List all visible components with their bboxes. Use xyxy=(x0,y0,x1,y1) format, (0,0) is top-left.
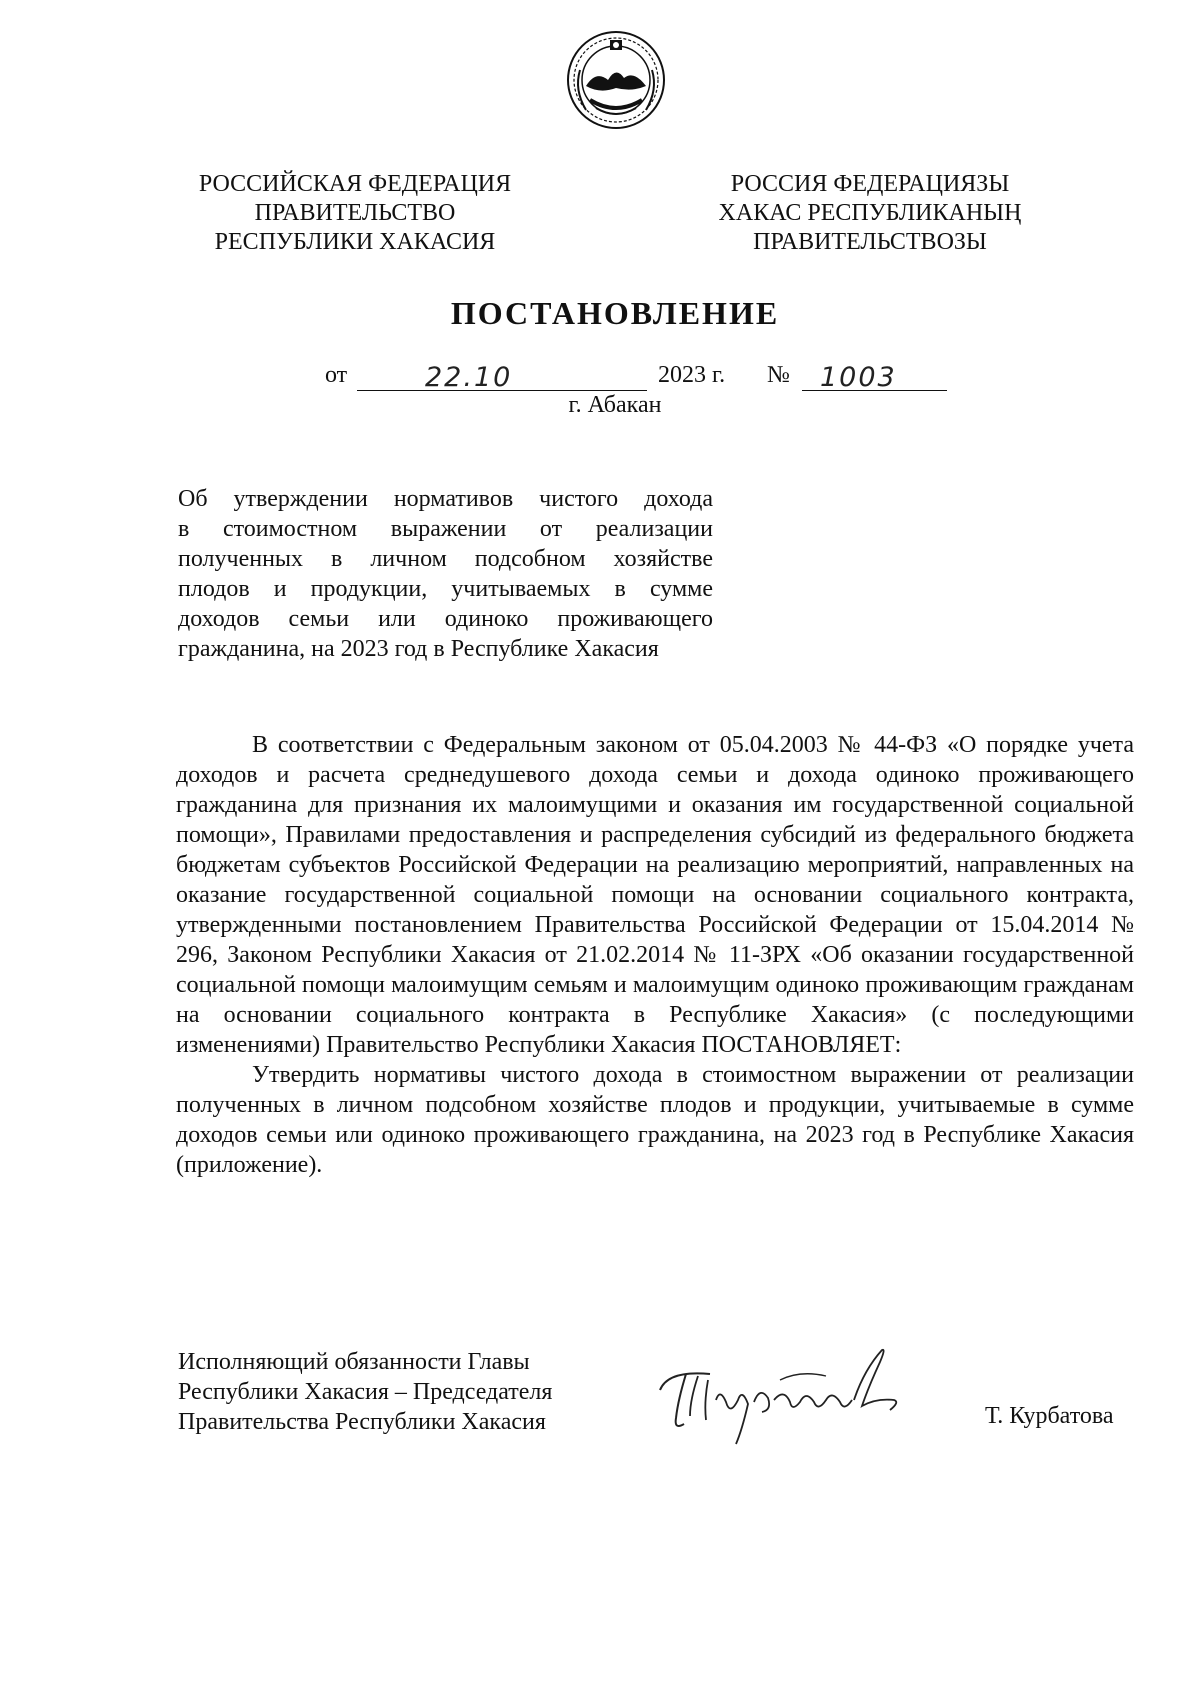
document-type-title: ПОСТАНОВЛЕНИЕ xyxy=(450,295,780,331)
body-paragraph: Утвердить нормативы чистого дохода в стоимостном выражении от реализации полученных в личном подсобном хозяйстве плодов и продукции, учитываемые в сумме доходов семьи или одиноко проживающего гражданина, на 2023 год в Республике Хакасия (приложение). xyxy=(176,1062,1134,1178)
header-right-line: ХАКАС РЕСПУБЛИКАНЫҢ xyxy=(718,200,1022,226)
subject-line: в стоимостном выражении от реализации xyxy=(178,516,713,542)
coat-of-arms-icon xyxy=(566,30,666,130)
subject-line: Об утверждении нормативов чистого дохода xyxy=(178,486,713,512)
header-right-line: ПРАВИТЕЛЬСТВОЗЫ xyxy=(753,229,987,255)
handwritten-signature xyxy=(650,1340,920,1450)
subject-line: плодов и продукции, учитываемых в сумме xyxy=(178,576,713,602)
signatory-position-line: Исполняющий обязанности Главы xyxy=(178,1349,530,1375)
year-label: 2023 г. xyxy=(658,362,726,388)
subject-line: полученных в личном подсобном хозяйстве xyxy=(178,546,713,572)
header-left-line: РОССИЙСКАЯ ФЕДЕРАЦИЯ xyxy=(198,171,512,197)
city-label: г. Абакан xyxy=(568,392,662,418)
signatory-position-line: Правительства Республики Хакасия xyxy=(178,1409,546,1435)
body-paragraph: В соответствии с Федеральным законом от 05.04.2003 № 44-ФЗ «О порядке учета доходов и расчета среднедушевого дохода семьи и дохода одиноко проживающего гражданина для признания их малоимущими и оказания им государственной социальной помощи», Правилами предоставления и распределения субсидий из федерального бюджета бюджетам субъектов Российской Федерации на реализацию мероприятий, направленных на оказание государственной социальной помощи на основании социального контракта, утвержденными постановлением Правительства Российской Федерации от 15.04.2014 № 296, Законом Республики Хакасия от 21.02.2014 № 11-ЗРХ «Об оказании государственной социальной помощи малоимущим семьям и малоимущим одиноко проживающим гражданам на основании социального контракта в Республике Хакасия» (с последующими изменениями) Правительство Республики Хакасия ПОСТАНОВЛЯЕТ: xyxy=(176,732,1134,1058)
subject-line: доходов семьи или одиноко проживающего xyxy=(178,606,713,632)
header-left-line: ПРАВИТЕЛЬСТВО xyxy=(254,200,456,226)
date-handwritten: 22.10 xyxy=(425,362,513,393)
signatory-position-line: Республики Хакасия – Председателя xyxy=(178,1379,553,1405)
header-right-line: РОССИЯ ФЕДЕРАЦИЯЗЫ xyxy=(730,171,1010,197)
header-left-line: РЕСПУБЛИКИ ХАКАСИЯ xyxy=(214,229,496,255)
header-left-block xyxy=(160,170,550,257)
header-right-block xyxy=(680,170,1060,257)
number-handwritten: 1003 xyxy=(820,362,897,393)
body-text xyxy=(176,730,1134,1180)
subject-block xyxy=(178,484,713,664)
signatory-name: Т. Курбатова xyxy=(985,1403,1114,1429)
signatory-position xyxy=(178,1347,552,1437)
subject-line: гражданина, на 2023 год в Республике Хакасия xyxy=(178,636,659,662)
number-label: № xyxy=(767,362,790,388)
date-from-label: от xyxy=(325,362,348,388)
